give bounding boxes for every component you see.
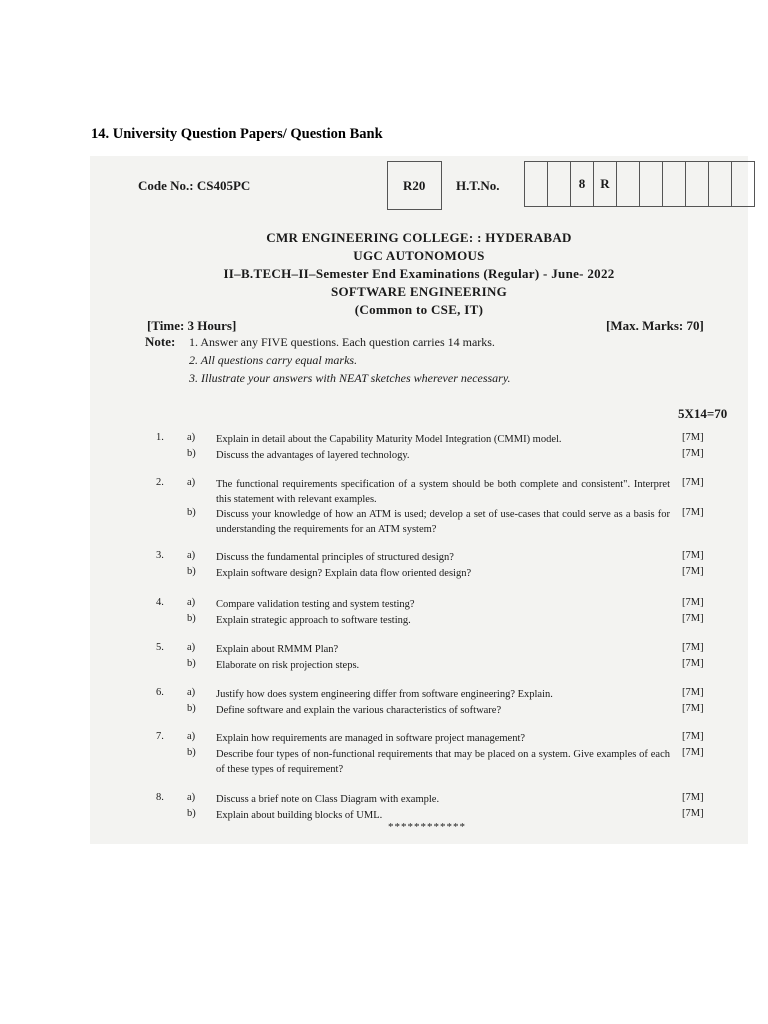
question-part-label: a) [187,731,196,742]
note-item: 1. Answer any FIVE questions. Each question carries 14 marks. [189,335,495,349]
question-marks: [7M] [682,687,704,698]
question-part-label: b) [187,448,196,459]
question-marks: [7M] [682,703,704,714]
question-marks: [7M] [682,448,704,459]
ht-cell: R [594,162,617,206]
question-paper-scan [90,156,748,844]
ht-cell [525,162,548,206]
question-part-label: a) [187,432,196,443]
note-item: 3. Illustrate your answers with NEAT sketches wherever necessary. [189,371,511,385]
ht-cell: 8 [571,162,594,206]
exam-line: II–B.TECH–II–Semester End Examinations (Regular) - June- 2022 [223,266,615,281]
question-part-label: b) [187,747,196,758]
question-text: Discuss the advantages of layered technology. [216,450,410,461]
question-number: 3. [156,550,164,561]
ht-cell [640,162,663,206]
ht-cell [709,162,732,206]
question-marks: [7M] [682,731,704,742]
question-text: Discuss the fundamental principles of structured design? [216,552,454,563]
end-marker: ************ [388,821,466,833]
common-line: (Common to CSE, IT) [354,302,484,317]
question-part-label: b) [187,703,196,714]
regulation-label: R20 [403,178,426,193]
question-marks: [7M] [682,613,704,624]
question-text: Explain software design? Explain data flow oriented design? [216,568,472,579]
hall-ticket-label: H.T.No. [456,178,500,193]
question-text: Explain about RMMM Plan? [216,644,339,655]
question-text: Compare validation testing and system testing? [216,599,415,610]
note-label: Note: [145,334,176,349]
question-text: Elaborate on risk projection steps. [216,660,360,671]
question-number: 7. [156,731,164,742]
college-name: CMR ENGINEERING COLLEGE: : HYDERABAD [266,230,572,245]
question-marks: [7M] [682,550,704,561]
question-part-label: a) [187,550,196,561]
subject-line: SOFTWARE ENGINEERING [330,284,508,299]
question-marks: [7M] [682,808,704,819]
question-part-label: a) [187,477,196,488]
question-text: Define software and explain the various characteristics of software? [216,705,502,716]
question-part-label: b) [187,613,196,624]
question-marks: [7M] [682,747,704,758]
question-marks: [7M] [682,477,704,488]
question-part-label: b) [187,808,196,819]
ht-cell [663,162,686,206]
question-marks: [7M] [682,792,704,803]
note-item: 2. All questions carry equal marks. [189,353,358,367]
code-number: Code No.: CS405PC [138,178,251,193]
question-marks: [7M] [682,597,704,608]
question-text: Explain how requirements are managed in software project management? [216,733,526,744]
question-marks: [7M] [682,432,704,443]
time-label: [Time: 3 Hours] [147,318,237,333]
question-text: Explain about building blocks of UML. [216,810,383,821]
question-text: Discuss your knowledge of how an ATM is used; develop a set of use-cases that could serve as a basis for understanding the requirements for an ATM system? [216,509,670,535]
question-part-label: b) [187,507,196,518]
question-part-label: a) [187,597,196,608]
total-marks: 5X14=70 [678,406,728,421]
question-number: 1. [156,432,164,443]
autonomy-line: UGC AUTONOMOUS [353,248,485,263]
question-text: Explain in detail about the Capability Maturity Model Integration (CMMI) model. [216,434,562,445]
question-part-label: b) [187,658,196,669]
question-marks: [7M] [682,658,704,669]
ht-cell [548,162,571,206]
question-text: Discuss a brief note on Class Diagram with example. [216,794,440,805]
question-part-label: b) [187,566,196,577]
max-marks-label: [Max. Marks: 70] [606,318,704,333]
page-heading: 14. University Question Papers/ Question Bank [91,126,383,142]
question-number: 8. [156,792,164,803]
question-part-label: a) [187,687,196,698]
question-number: 6. [156,687,164,698]
question-number: 2. [156,477,164,488]
question-part-label: a) [187,792,196,803]
hall-ticket-grid [524,161,755,207]
question-part-label: a) [187,642,196,653]
ht-cell [732,162,755,206]
question-text: The functional requirements specification of a system should be both complete and consistent". Interpret this statement with relevant examples. [216,479,670,505]
question-text: Justify how does system engineering differ from software engineering? Explain. [216,689,553,700]
question-text: Describe four types of non-functional requirements that may be placed on a system. Give examples of each of these types of requirement? [216,749,670,775]
question-marks: [7M] [682,507,704,518]
question-marks: [7M] [682,642,704,653]
question-text: Explain strategic approach to software testing. [216,615,411,626]
question-number: 4. [156,597,164,608]
ht-cell [686,162,709,206]
ht-cell [617,162,640,206]
question-number: 5. [156,642,164,653]
question-marks: [7M] [682,566,704,577]
